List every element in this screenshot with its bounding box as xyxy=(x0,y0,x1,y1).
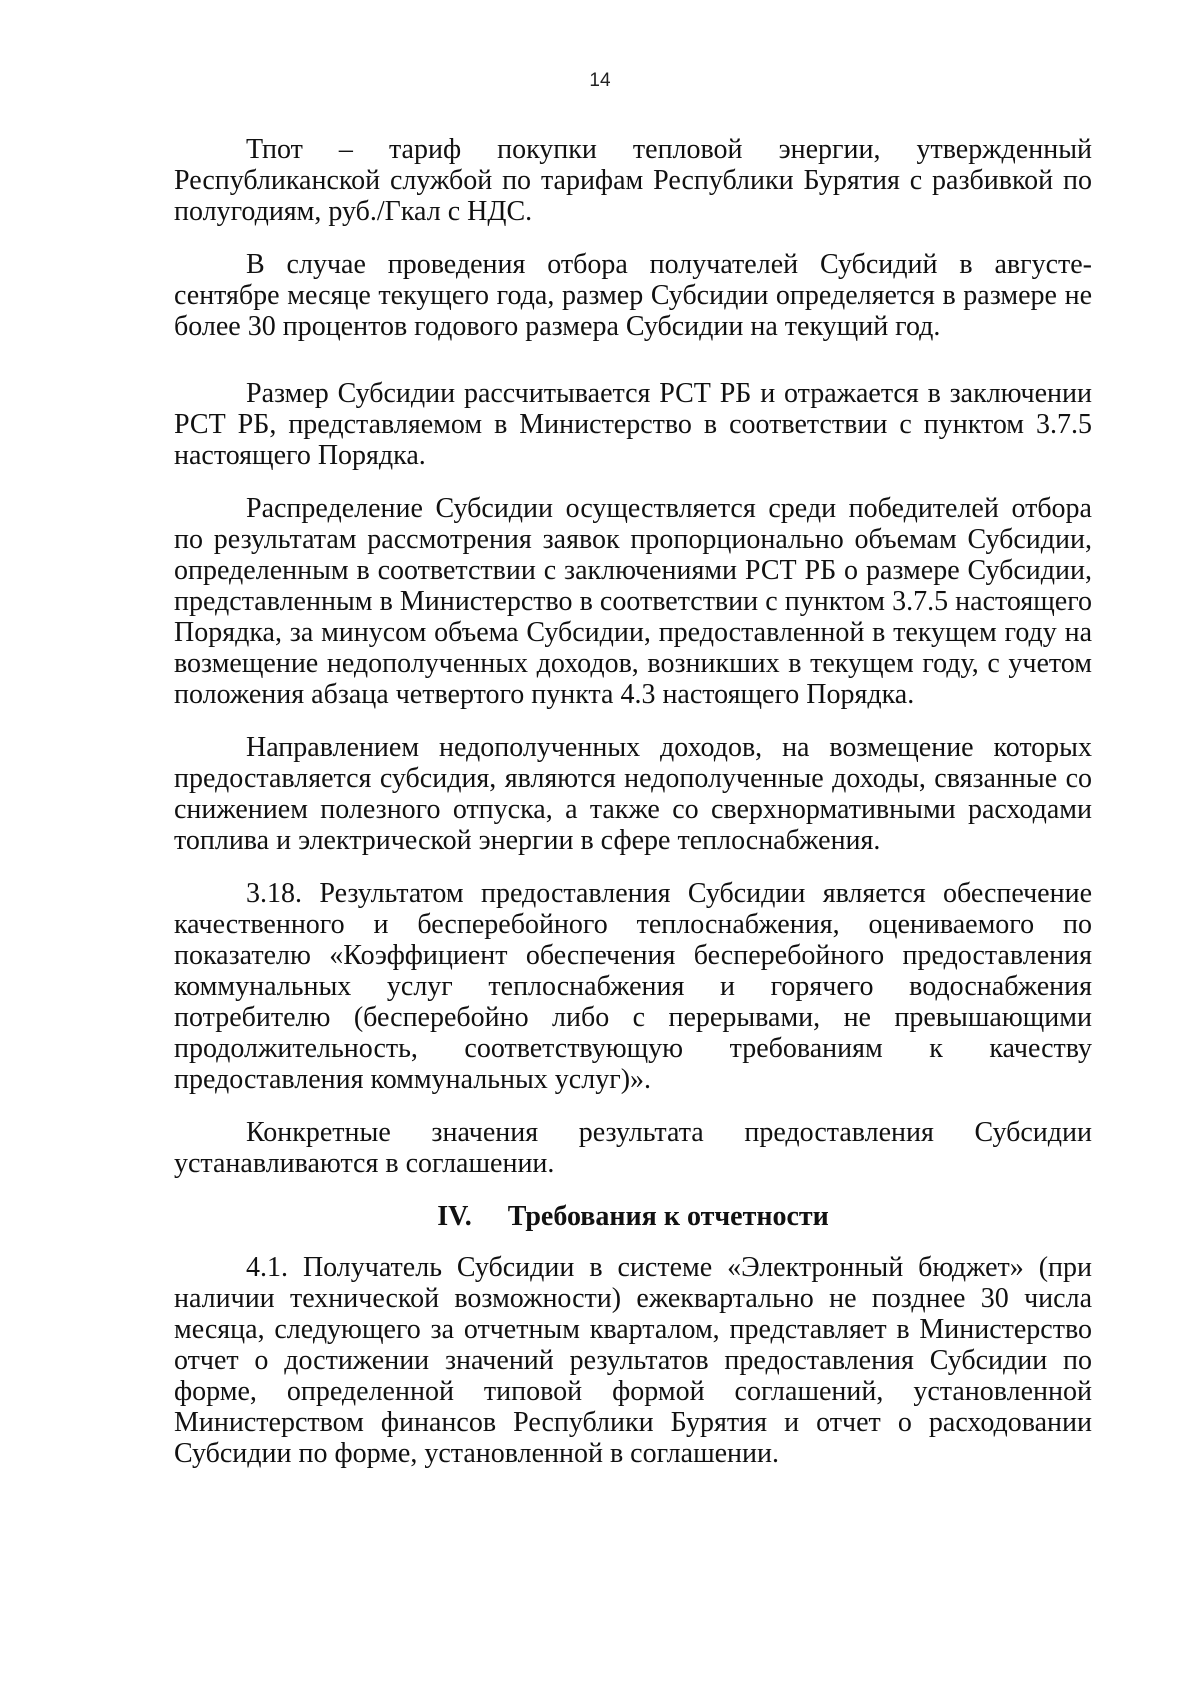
paragraph-selection-august: В случае проведения отбора получателей Субсидий в августе-сентябре месяце текущего года, размер Субсидии определяется в размере не более 30 процентов годового размера Субсидии на текущий год. xyxy=(174,249,1092,342)
paragraph-subsidy-size: Размер Субсидии рассчитывается РСТ РБ и отражается в заключении РСТ РБ, представляемом в Министерство в соответствии с пунктом 3.7.5 настоящего Порядка. xyxy=(174,378,1092,471)
paragraph-lost-income-direction: Направлением недополученных доходов, на возмещение которых предоставляется субсидия, являются недополученные доходы, связанные со снижением полезного отпуска, а также со сверхнормативными расходами топлива и электрической энергии в сфере теплоснабжения. xyxy=(174,732,1092,856)
section-heading xyxy=(174,1201,1092,1232)
section-number: IV. xyxy=(437,1201,472,1232)
section-title: Требования к отчетности xyxy=(507,1201,829,1232)
paragraph-3-18-result: 3.18. Результатом предоставления Субсидии является обеспечение качественного и бесперебойного теплоснабжения, оцениваемого по показателю «Коэффициент обеспечения бесперебойного предоставления коммунальных услуг теплоснабжения и горячего водоснабжения потребителю (бесперебойно либо с перерывами, не превышающими продолжительность, соответствующую требованиям к качеству предоставления коммунальных услуг)». xyxy=(174,878,1092,1095)
paragraph-tariff-definition: Тпот – тариф покупки тепловой энергии, утвержденный Республиканской службой по тарифам Республики Бурятия с разбивкой по полугодиям, руб./Гкал с НДС. xyxy=(174,134,1092,227)
document-body xyxy=(174,134,1092,1491)
paragraph-subsidy-distribution: Распределение Субсидии осуществляется среди победителей отбора по результатам рассмотрения заявок пропорционально объемам Субсидии, определенным в соответствии с заключениями РСТ РБ о размере Субсидии, представленным в Министерство в соответствии с пунктом 3.7.5 настоящего Порядка, за минусом объема Субсидии, предоставленной в текущем году на возмещение недополученных доходов, возникших в текущем году, с учетом положения абзаца четвертого пункта 4.3 настоящего Порядка. xyxy=(174,493,1092,710)
paragraph-4-1-reporting: 4.1. Получатель Субсидии в системе «Электронный бюджет» (при наличии технической возможности) ежеквартально не позднее 30 числа месяца, следующего за отчетным кварталом, представляет в Министерство отчет о достижении значений результатов предоставления Субсидии по форме, определенной типовой формой соглашений, установленной Министерством финансов Республики Бурятия и отчет о расходовании Субсидии по форме, установленной в соглашении. xyxy=(174,1252,1092,1469)
page-number: 14 xyxy=(589,70,611,91)
paragraph-result-values: Конкретные значения результата предоставления Субсидии устанавливаются в соглашении. xyxy=(174,1117,1092,1179)
